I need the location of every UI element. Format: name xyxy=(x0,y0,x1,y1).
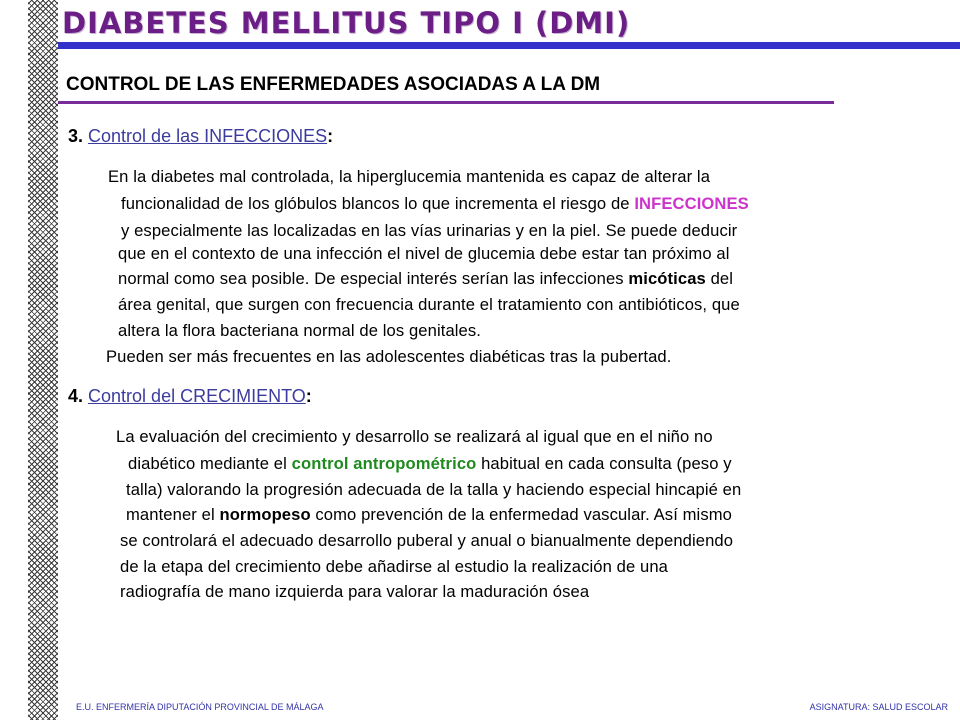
section3-heading-link[interactable]: Control de las INFECCIONES xyxy=(88,126,328,146)
section4-line: La evaluación del crecimiento y desarrollo se realizará al igual que en el niño no xyxy=(116,427,713,446)
section4-line: radiografía de mano izquierda para valorar la maduración ósea xyxy=(120,582,590,601)
section3-line: Pueden ser más frecuentes en las adolescentes diabéticas tras la pubertad. xyxy=(106,347,672,366)
title-underline-bar xyxy=(58,42,960,49)
control-antropometrico-highlight: control antropométrico xyxy=(291,454,477,473)
micoticas-highlight: micóticas xyxy=(628,269,706,288)
section4-line: mantener el normopeso como prevención de la enfermedad vascular. Así mismo xyxy=(126,505,732,524)
section4-heading xyxy=(68,386,312,407)
section4-line: diabético mediante el control antropométrico habitual en cada consulta (peso y xyxy=(128,454,732,473)
section3-heading xyxy=(68,126,333,147)
section3-number: 3. xyxy=(68,126,84,146)
slide-title: DIABETES MELLITUS TIPO I (DMI) xyxy=(62,6,631,40)
section3-line: área genital, que surgen con frecuencia durante el tratamiento con antibióticos, que xyxy=(118,295,740,314)
infecciones-highlight: INFECCIONES xyxy=(634,194,749,213)
section3-colon: : xyxy=(327,126,334,146)
section4-line: talla) valorando la progresión adecuada de la talla y haciendo especial hincapié en xyxy=(126,480,742,499)
section3-line: funcionalidad de los glóbulos blancos lo que incrementa el riesgo de INFECCIONES xyxy=(121,194,749,213)
section4-number: 4. xyxy=(68,386,84,406)
section3-line: En la diabetes mal controlada, la hiperglucemia mantenida es capaz de alterar la xyxy=(108,167,711,186)
section3-line: que en el contexto de una infección el nivel de glucemia debe estar tan próximo al xyxy=(118,244,730,263)
section3-line: normal como sea posible. De especial interés serían las infecciones micóticas del xyxy=(118,269,734,288)
section3-line: y especialmente las localizadas en las vías urinarias y en la piel. Se puede deducir xyxy=(121,221,738,240)
section4-heading-link[interactable]: Control del CRECIMIENTO xyxy=(88,386,306,406)
section4-line: de la etapa del crecimiento debe añadirse al estudio la realización de una xyxy=(120,557,668,576)
footer-right: ASIGNATURA: SALUD ESCOLAR xyxy=(809,702,948,712)
section3-line: altera la flora bacteriana normal de los genitales. xyxy=(118,321,481,340)
slide-subtitle: CONTROL DE LAS ENFERMEDADES ASOCIADAS A LA DM xyxy=(66,74,601,95)
decorative-side-pattern xyxy=(28,0,58,720)
subtitle-underline-rule xyxy=(58,101,834,104)
normopeso-highlight: normopeso xyxy=(219,505,311,524)
section4-line: se controlará el adecuado desarrollo puberal y anual o bianualmente dependiendo xyxy=(120,531,734,550)
section4-colon: : xyxy=(305,386,312,406)
footer-left: E.U. ENFERMERÍA DIPUTACIÓN PROVINCIAL DE MÁLAGA xyxy=(76,702,324,712)
